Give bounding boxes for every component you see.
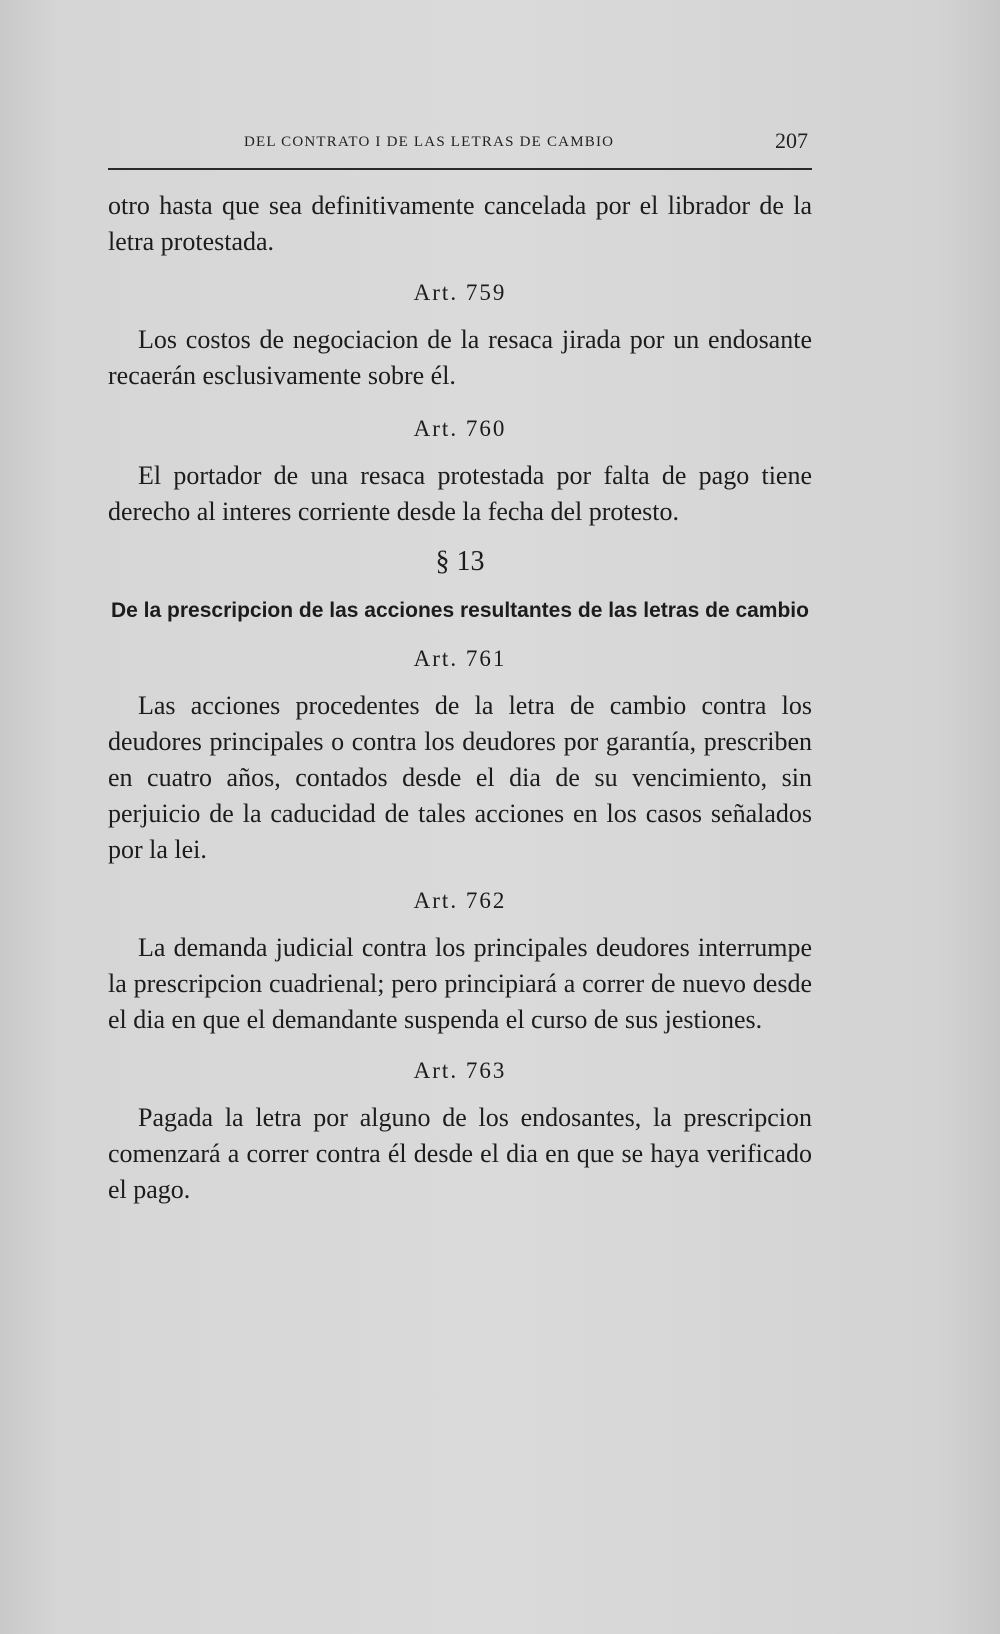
article-761-text: Las acciones procedentes de la letra de cambio contra los deudores principales o contra los deudores por garantía, prescriben en cuatro años, contados desde el dia de su vencimiento, sin perjuicio de la caducidad de tales acciones en los casos señalados por la lei.	[108, 691, 812, 864]
article-759-text: Los costos de negociacion de la resaca jirada por un endosante recaerán esclusivamente sobre él.	[108, 325, 812, 390]
article-760-label: Art. 760	[413, 416, 507, 441]
page-number: 207	[775, 128, 808, 153]
article-763-text: Pagada la letra por alguno de los endosantes, la prescripcion comenzará a correr contra él desde el dia en que se haya verificado el pago.	[108, 1103, 812, 1204]
article-761-label: Art. 761	[413, 646, 507, 671]
running-head: DEL CONTRATO I DE LAS LETRAS DE CAMBIO	[244, 134, 615, 150]
page-body	[108, 188, 812, 1208]
page-header	[108, 128, 808, 158]
section-number: § 13	[435, 546, 485, 577]
article-759-label: Art. 759	[413, 280, 507, 305]
continuation-paragraph: otro hasta que sea definitivamente cancelada por el librador de la letra protestada.	[108, 191, 812, 256]
section-title: De la prescripcion de las acciones resultantes de las letras de cambio	[111, 599, 809, 622]
article-762-label: Art. 762	[413, 888, 507, 913]
article-763-label: Art. 763	[413, 1058, 507, 1083]
article-760-text: El portador de una resaca protestada por falta de pago tiene derecho al interes corriente desde la fecha del protesto.	[108, 461, 812, 526]
header-rule	[108, 168, 812, 170]
article-762-text: La demanda judicial contra los principales deudores interrumpe la prescripcion cuadrienal; pero principiará a correr de nuevo desde el dia en que el demandante suspenda el curso de sus jestiones.	[108, 933, 812, 1034]
